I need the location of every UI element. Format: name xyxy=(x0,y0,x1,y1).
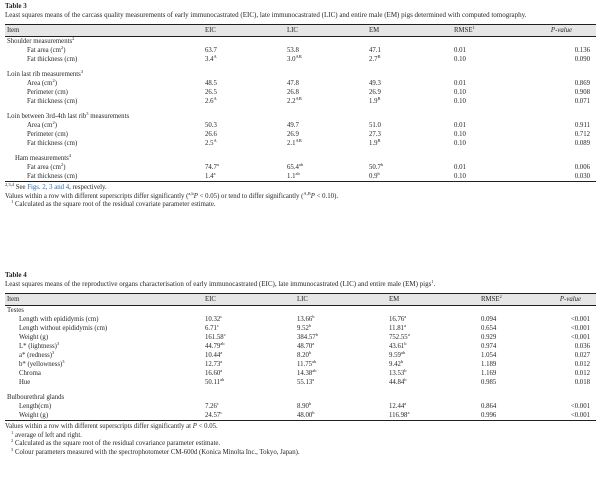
row-rmse: 1.189 xyxy=(481,361,497,368)
row-item: Fat thickness (cm) xyxy=(27,98,78,105)
table-3-grid xyxy=(5,24,596,182)
section-label: Loin between 3rd-4th last rib$^3$ measurements xyxy=(7,111,130,120)
table-row xyxy=(5,402,596,411)
table-3-footnote-2: Values within a row with different superscripts differ significantly ($^{a,b}$P < 0.05) or tend to differ significantly ($^{A,B}$P < 0.10). xyxy=(5,190,339,200)
row-lic: 13.66$^b$ xyxy=(297,314,315,323)
row-item: Hue xyxy=(19,379,31,386)
table-4-footnote-2: $^1$ average of left and right. xyxy=(11,429,82,439)
row-em: 9.59$^{ab}$ xyxy=(389,350,406,359)
row-pvalue: 0.018 xyxy=(574,379,590,386)
row-rmse: 0.01 xyxy=(454,164,466,171)
row-em: 16.76$^a$ xyxy=(389,314,407,323)
row-pvalue: 0.911 xyxy=(574,122,590,129)
table-row xyxy=(5,97,596,106)
row-pvalue: 0.027 xyxy=(574,352,590,359)
row-pvalue: 0.712 xyxy=(574,131,590,138)
table-3-title: Table 3 xyxy=(5,2,27,10)
row-rmse: 0.654 xyxy=(481,325,497,332)
row-lic: $2.2^{AB}$ xyxy=(287,96,302,105)
row-pvalue: <0.001 xyxy=(545,411,596,421)
row-em: 27.3 xyxy=(369,131,381,138)
table-row xyxy=(5,360,596,369)
section-row xyxy=(5,306,596,316)
row-pvalue: <0.001 xyxy=(570,403,590,410)
table-3 xyxy=(5,2,596,210)
table-row xyxy=(5,411,596,421)
row-eic: $2.5^A$ xyxy=(205,138,217,147)
row-eic: 10.32$^c$ xyxy=(205,314,223,323)
row-rmse: 0.10 xyxy=(454,131,466,138)
row-pvalue: 0.136 xyxy=(574,47,590,54)
row-pvalue: 0.089 xyxy=(574,140,590,147)
section-label: Ham measurements$^4$ xyxy=(15,153,72,162)
header-item: Item xyxy=(5,294,205,306)
table-row xyxy=(5,55,596,64)
row-rmse: 0.10 xyxy=(454,172,527,182)
row-em: 50.7$^b$ xyxy=(369,162,384,171)
row-lic: 8.20$^b$ xyxy=(297,350,312,359)
row-lic: 11.75$^{ab}$ xyxy=(297,359,317,368)
section-row xyxy=(5,112,596,121)
section-row xyxy=(5,37,596,47)
row-em: 752.55$^a$ xyxy=(389,332,410,341)
table-row xyxy=(5,369,596,378)
row-em: 43.61$^b$ xyxy=(389,341,407,350)
header-pvalue: P-value xyxy=(527,25,596,37)
row-item: Fat area $(cm^2)$ xyxy=(27,162,66,171)
row-rmse: 0.864 xyxy=(481,403,497,410)
row-pvalue: 0.030 xyxy=(527,172,596,182)
row-rmse: 0.10 xyxy=(454,98,466,105)
table-4 xyxy=(5,271,596,457)
row-item: L* (lightness)$^3$ xyxy=(19,341,60,350)
row-em: 9.42$^b$ xyxy=(389,359,404,368)
table-row xyxy=(5,139,596,148)
row-lic: 49.7 xyxy=(287,122,299,129)
row-pvalue: 0.869 xyxy=(574,80,590,87)
table-3-footnotes xyxy=(5,184,596,210)
table-row xyxy=(5,378,596,387)
row-rmse: 0.10 xyxy=(454,56,466,63)
row-rmse: 0.10 xyxy=(454,89,466,96)
header-em: EM xyxy=(389,294,481,306)
row-pvalue: <0.001 xyxy=(570,334,590,341)
row-rmse: 0.985 xyxy=(481,379,497,386)
row-lic: 8.90$^b$ xyxy=(297,401,312,410)
row-lic: 26.9 xyxy=(287,131,299,138)
table-row xyxy=(5,121,596,130)
table-3-header-row xyxy=(5,25,596,37)
row-item: Weight (g) xyxy=(19,334,49,341)
row-eic: 24.57$^c$ xyxy=(205,411,297,421)
row-eic: $2.6^A$ xyxy=(205,96,217,105)
row-eic: 50.3 xyxy=(205,122,217,129)
row-eic: 6.71$^c$ xyxy=(205,323,219,332)
row-rmse: 0.996 xyxy=(481,411,545,421)
row-em: 47.1 xyxy=(369,47,381,54)
table-3-footnote-1: $^{2,3,4}$ See Figs. 2, 3 and 4, respectively. xyxy=(5,182,107,191)
row-lic: 48.00$^b$ xyxy=(297,411,389,421)
row-item: Length(cm) xyxy=(19,403,52,410)
table-4-footnotes xyxy=(5,423,596,457)
table-4-header-row xyxy=(5,294,596,306)
table-row xyxy=(5,351,596,360)
row-rmse: 1.054 xyxy=(481,352,497,359)
header-rmse: RMSE$^2$ xyxy=(481,294,545,306)
row-rmse: 0.094 xyxy=(481,316,497,323)
row-eic: 26.6 xyxy=(205,131,217,138)
row-lic: 47.8 xyxy=(287,80,299,87)
row-em: 51.0 xyxy=(369,122,381,129)
row-rmse: 0.10 xyxy=(454,140,466,147)
row-lic: 9.52$^b$ xyxy=(297,323,312,332)
table-row xyxy=(5,342,596,351)
table-4-footnote-1: Values within a row with different superscripts differ significantly at P < 0.05. xyxy=(5,423,218,430)
row-rmse: 0.974 xyxy=(481,343,497,350)
row-eic: 1.4$^a$ xyxy=(205,172,287,182)
table-row xyxy=(5,333,596,342)
row-eic: 16.60$^a$ xyxy=(205,368,223,377)
table-4-grid xyxy=(5,293,596,421)
row-item: Chroma xyxy=(19,370,41,377)
table-row xyxy=(5,79,596,88)
section-row xyxy=(5,70,596,79)
row-item: Fat thickness (cm) xyxy=(5,172,205,182)
row-em: $1.9^B$ xyxy=(369,96,381,105)
row-item: Fat thickness (cm) xyxy=(27,56,78,63)
row-em: 0.9$^b$ xyxy=(369,172,454,182)
table-row xyxy=(5,324,596,333)
row-eic: 44.79$^{ab}$ xyxy=(205,341,225,350)
row-em: 44.84$^b$ xyxy=(389,377,407,386)
row-rmse: 1.169 xyxy=(481,370,497,377)
row-em: 49.3 xyxy=(369,80,381,87)
section-label: Loin last rib measurements$^3$ xyxy=(7,69,84,78)
row-pvalue: 0.036 xyxy=(574,343,590,350)
row-lic: 65.4$^{ab}$ xyxy=(287,162,304,171)
row-item: b* (yellowness)$^3$ xyxy=(19,359,65,368)
table-4-title: Table 4 xyxy=(5,271,27,279)
section-label: Testes xyxy=(7,307,24,314)
table-4-footnote-3: $^2$ Calculated as the square root of the residual covariance parameter estimate. xyxy=(11,438,221,447)
row-item: Fat area $(cm^2)$ xyxy=(27,45,66,54)
row-eic: 161.58$^c$ xyxy=(205,332,226,341)
row-eic: 74.7$^a$ xyxy=(205,162,219,171)
header-lic: LIC xyxy=(287,25,369,37)
figures-link[interactable]: Figs. 2, 3 and 4 xyxy=(27,184,70,191)
row-pvalue: 0.012 xyxy=(574,361,590,368)
row-lic: 384.57$^b$ xyxy=(297,332,318,341)
row-em: $1.9^B$ xyxy=(369,138,381,147)
table-row xyxy=(5,315,596,324)
row-pvalue: 0.090 xyxy=(574,56,590,63)
row-pvalue: 0.071 xyxy=(574,98,590,105)
row-em: 26.9 xyxy=(369,89,381,96)
row-item: a* (redness)$^3$ xyxy=(19,350,55,359)
table-row xyxy=(5,172,596,182)
row-item: Fat thickness (cm) xyxy=(27,140,78,147)
row-pvalue: 0.012 xyxy=(574,370,590,377)
row-em: 13.53$^b$ xyxy=(389,368,407,377)
section-label: Shoulder measurements$^2$ xyxy=(7,36,75,45)
header-lic: LIC xyxy=(297,294,389,306)
table-4-caption: Least squares means of the reproductive organs characterisation of early immunocastrated (EIC), late immunocastrated (LIC) and entire male (EM) pigs$^1$. xyxy=(5,279,436,288)
row-rmse: 0.01 xyxy=(454,80,466,87)
header-eic: EIC xyxy=(205,294,297,306)
row-pvalue: <0.001 xyxy=(570,325,590,332)
section-label: Bulbourethral glands xyxy=(7,394,65,401)
row-item: Perimeter (cm) xyxy=(27,131,68,138)
row-eic: 48.5 xyxy=(205,80,217,87)
row-pvalue: <0.001 xyxy=(570,316,590,323)
table-4-footnote-4: $^3$ Colour parameters measured with the spectrophotometer CM-600d (Konica Minolta Inc., Tokyo, Japan). xyxy=(11,446,300,456)
row-item: Perimeter (cm) xyxy=(27,89,68,96)
row-eic: $3.4^A$ xyxy=(205,54,217,63)
section-row xyxy=(5,393,596,402)
row-em: 12.44$^a$ xyxy=(389,401,407,410)
header-em: EM xyxy=(369,25,454,37)
row-em: $2.7^B$ xyxy=(369,54,381,63)
table-row xyxy=(5,163,596,172)
row-rmse: 0.929 xyxy=(481,334,497,341)
row-eic: 10.44$^a$ xyxy=(205,350,223,359)
row-item: Length with epididymis (cm) xyxy=(19,316,99,323)
row-lic: 53.8 xyxy=(287,47,299,54)
header-eic: EIC xyxy=(205,25,287,37)
row-pvalue: 0.908 xyxy=(574,89,590,96)
row-eic: 26.5 xyxy=(205,89,217,96)
row-item: Weight (g) xyxy=(5,411,205,421)
row-eic: 50.11$^{ab}$ xyxy=(205,377,225,386)
row-rmse: 0.01 xyxy=(454,47,466,54)
row-eic: 7.26$^c$ xyxy=(205,401,219,410)
row-eic: 63.7 xyxy=(205,47,217,54)
table-3-caption: Least squares means of the carcass quality measurements of early immunocastrated (EIC), late immunocastrated (LIC) and entire male (EM) pigs determined with computed tomography. xyxy=(5,11,527,19)
row-lic: 26.8 xyxy=(287,89,299,96)
row-lic: $3.0^{AB}$ xyxy=(287,54,302,63)
row-lic: 48.70$^a$ xyxy=(297,341,315,350)
header-rmse: RMSE$^1$ xyxy=(454,25,527,37)
row-pvalue: 0.006 xyxy=(574,164,590,171)
row-lic: $2.1^{AB}$ xyxy=(287,138,302,147)
row-em: 11.81$^a$ xyxy=(389,323,407,332)
row-em: 116.98$^a$ xyxy=(389,411,481,421)
row-eic: 12.73$^a$ xyxy=(205,359,223,368)
row-item: Area $(cm^2)$ xyxy=(27,120,57,129)
row-lic: 14.38$^{ab}$ xyxy=(297,368,317,377)
row-lic: 1.1$^{ab}$ xyxy=(287,172,369,182)
header-pvalue: P-value xyxy=(545,294,596,306)
header-item: Item xyxy=(5,25,205,37)
row-lic: 55.13$^a$ xyxy=(297,377,315,386)
table-3-footnote-3: $^1$ Calculated as the square root of the residual covariate parameter estimate. xyxy=(11,199,216,208)
row-item: Length without epididymis (cm) xyxy=(19,325,108,332)
row-item: Area $(cm^2)$ xyxy=(27,78,57,87)
row-rmse: 0.01 xyxy=(454,122,466,129)
